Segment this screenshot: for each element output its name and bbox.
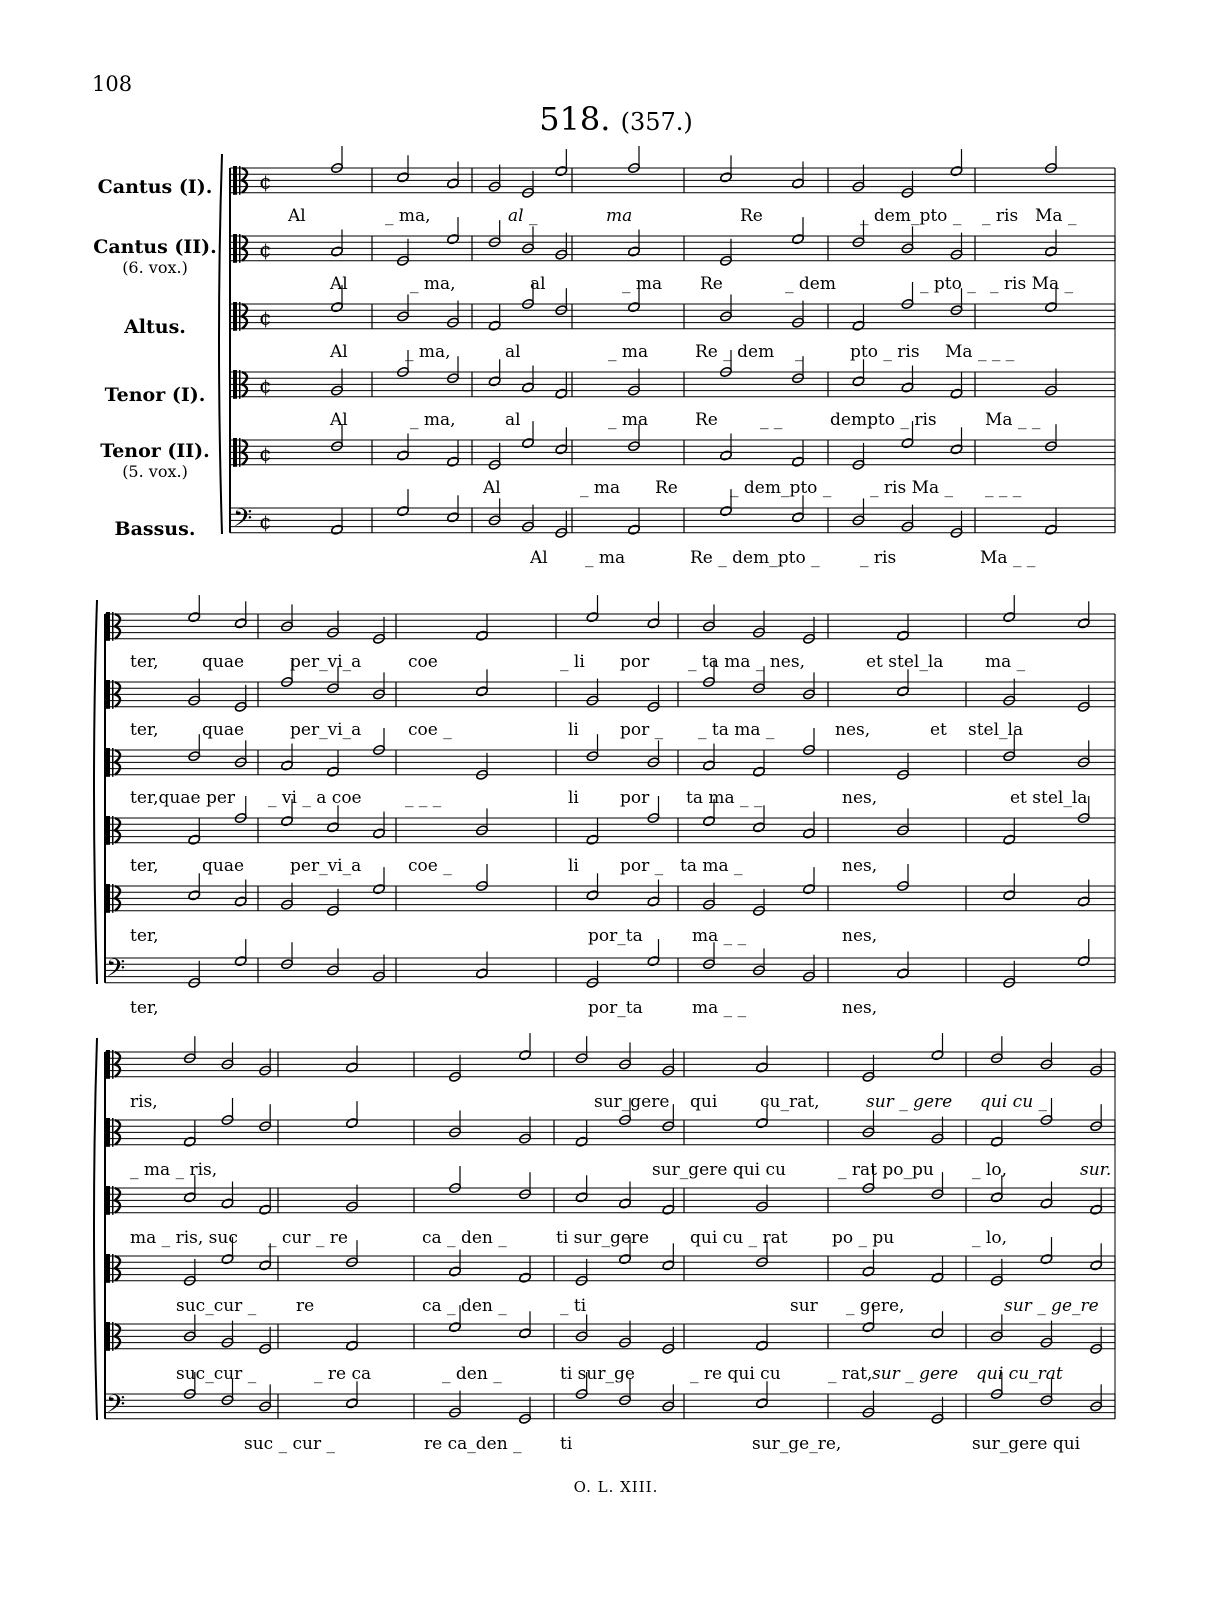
voice-label-altus: Altus. — [124, 316, 186, 338]
lyric-syllable: sur _ gere — [872, 1364, 959, 1384]
lyric-syllable: _ ta ma _ — [698, 720, 775, 740]
lyric-syllable: ma — [606, 206, 633, 226]
lyric-syllable: pto _ ris — [850, 342, 920, 362]
lyric-syllable: _ ma — [608, 410, 649, 430]
lyric-syllable: cu_rat, — [760, 1092, 820, 1112]
cut-time-icon: ¢ — [259, 237, 272, 262]
lyric-syllable: nes, — [842, 788, 878, 808]
lyric-syllable: _ ma — [580, 478, 621, 498]
lyric-syllable: li — [568, 856, 579, 876]
c-clef-icon — [106, 1050, 110, 1079]
piece-number: 518. — [539, 100, 611, 138]
lyric-syllable: al — [530, 274, 546, 294]
lyric-syllable: _ pto _ — [920, 274, 976, 294]
c-clef-icon — [106, 680, 110, 709]
lyric-syllable: _ rat, — [828, 1364, 873, 1384]
lyric-syllable: sur _ ge_re — [1004, 1296, 1099, 1316]
lyric-syllable: _ ma — [585, 548, 626, 568]
lyric-syllable: sur _ gere — [866, 1092, 953, 1112]
lyric-syllable: stel_la — [968, 720, 1024, 740]
lyric-syllable: Re — [695, 410, 718, 430]
lyric-syllable: Ma _ _ — [980, 548, 1036, 568]
lyric-syllable: per_vi_a — [290, 856, 362, 876]
lyric-syllable: Re _ dem_pto _ — [690, 548, 820, 568]
lyric-syllable: _ lo, — [972, 1160, 1007, 1180]
lyric-syllable: ta ma _ — [680, 856, 743, 876]
lyric-syllable: por — [620, 788, 650, 808]
voice-label-cantus-2: Cantus (II). (6. vox.) — [93, 236, 217, 277]
lyric-syllable: quae — [202, 652, 245, 672]
lyric-syllable: suc_cur _ — [176, 1364, 257, 1384]
lyric-syllable: _ _ _ — [405, 788, 442, 808]
lyric-syllable: suc _ cur _ — [244, 1434, 336, 1454]
lyric-syllable: _ ma — [608, 342, 649, 362]
lyric-syllable: _ ti — [560, 1296, 587, 1316]
lyric-syllable: _ cur _ re — [268, 1228, 348, 1248]
c-clef-icon — [233, 370, 237, 399]
lyric-syllable: _ _ — [760, 410, 783, 430]
piece-alt-number: (357.) — [620, 108, 693, 136]
c-clef-icon — [106, 748, 110, 777]
lyric-syllable: ti — [560, 1434, 573, 1454]
lyric-syllable: _ rat po_pu — [838, 1160, 934, 1180]
lyric-syllable: _ ma, — [410, 274, 456, 294]
lyric-syllable: coe _ — [408, 720, 452, 740]
lyric-syllable: nes, — [842, 998, 878, 1018]
lyric-syllable: _ — [795, 342, 804, 362]
lyric-syllable: Al — [330, 410, 348, 430]
lyric-syllable: per_vi_a — [290, 720, 362, 740]
lyric-syllable: _ re ca — [314, 1364, 372, 1384]
c-clef-icon — [106, 1322, 110, 1351]
lyric-syllable: et stel_la — [1010, 788, 1088, 808]
lyric-syllable: _ ris Ma _ — [990, 274, 1074, 294]
lyric-syllable: al — [505, 410, 521, 430]
lyric-syllable: Ma _ _ _ — [945, 342, 1015, 362]
lyric-syllable: _ dem_pto _ — [730, 478, 832, 498]
lyric-syllable: et — [930, 720, 947, 740]
c-clef-icon — [106, 612, 110, 641]
lyric-syllable: sur — [790, 1296, 818, 1316]
voice-label-tenor-2: Tenor (II). (5. vox.) — [100, 440, 210, 481]
lyric-syllable: por_ta — [588, 926, 643, 946]
lyric-syllable: ta ma _ _ — [686, 788, 763, 808]
lyric-syllable: ter, — [130, 998, 159, 1018]
lyric-syllable: _ ma _ ris, — [130, 1160, 218, 1180]
lyric-syllable: _ ma — [622, 274, 663, 294]
lyric-syllable: li — [568, 720, 579, 740]
lyric-syllable: nes, — [842, 856, 878, 876]
lyric-syllable: Ma _ — [1035, 206, 1077, 226]
lyric-syllable: ca _ den _ — [422, 1296, 507, 1316]
c-clef-icon — [233, 302, 237, 331]
lyric-syllable: ma _ _ — [692, 926, 747, 946]
lyric-syllable: por_ta — [588, 998, 643, 1018]
lyric-syllable: por — [620, 652, 650, 672]
lyric-syllable: _ ma, — [405, 342, 451, 362]
lyric-syllable: _ gere, — [846, 1296, 905, 1316]
lyric-syllable: qui cu_rat — [976, 1364, 1063, 1384]
lyric-syllable: qui — [690, 1092, 718, 1112]
lyric-syllable: Re — [700, 274, 723, 294]
lyric-syllable: Al — [483, 478, 501, 498]
c-clef-icon — [233, 234, 237, 263]
lyric-syllable: _ ris — [860, 548, 897, 568]
c-clef-icon — [106, 1118, 110, 1147]
bass-clef-icon: 𝄢 — [233, 503, 253, 539]
cut-time-icon: ¢ — [259, 373, 272, 398]
lyric-syllable: _ ris — [982, 206, 1019, 226]
lyric-syllable: qui cu _ — [980, 1092, 1048, 1112]
c-clef-icon — [233, 166, 237, 195]
voice-label-cantus-1: Cantus (I). — [97, 176, 213, 198]
cut-time-icon: ¢ — [259, 441, 272, 466]
footer-signature: O. L. XIII. — [573, 1478, 659, 1496]
lyric-syllable: re — [296, 1296, 315, 1316]
lyric-syllable: ris, — [130, 1092, 158, 1112]
lyric-syllable: al _ — [508, 206, 538, 226]
lyric-syllable: _ ma, — [410, 410, 456, 430]
lyric-syllable: Al — [330, 274, 348, 294]
lyric-syllable: Re — [655, 478, 678, 498]
lyric-syllable: qui cu _ rat — [690, 1228, 788, 1248]
lyric-syllable: sur_ge_re, — [752, 1434, 842, 1454]
lyric-syllable: _ ta ma _ nes, — [688, 652, 805, 672]
bass-clef-icon: 𝄢 — [106, 1389, 126, 1425]
lyric-syllable: sur_gere qui — [972, 1434, 1081, 1454]
voice-label-bassus: Bassus. — [114, 518, 196, 540]
lyric-syllable: _ li — [560, 652, 585, 672]
lyric-syllable: ter, — [130, 856, 159, 876]
lyric-syllable: por _ — [620, 856, 664, 876]
c-clef-icon — [106, 1254, 110, 1283]
lyric-syllable: _ re qui cu — [690, 1364, 781, 1384]
lyric-syllable: sur. — [1080, 1160, 1112, 1180]
lyric-syllable: po _ pu — [832, 1228, 895, 1248]
lyric-syllable: _ _ _ — [985, 478, 1022, 498]
voice-label-tenor-1: Tenor (I). — [104, 384, 206, 406]
lyric-syllable: por _ — [620, 720, 664, 740]
system-2-brace — [94, 600, 97, 984]
lyric-syllable: ma _ — [985, 652, 1026, 672]
lyric-syllable: _ den _ — [442, 1364, 502, 1384]
lyric-syllable: nes, — [835, 720, 871, 740]
lyric-syllable: quae — [202, 720, 245, 740]
lyric-syllable: ca _ den _ — [422, 1228, 507, 1248]
lyric-syllable: _ dem — [785, 274, 836, 294]
lyric-syllable: ter, — [130, 652, 159, 672]
lyric-syllable: _ dem_pto _ — [860, 206, 962, 226]
lyric-syllable: quae — [202, 856, 245, 876]
lyric-syllable: ter,quae per — [130, 788, 236, 808]
lyric-syllable: nes, — [842, 926, 878, 946]
cut-time-icon: ¢ — [259, 509, 272, 534]
c-clef-icon — [233, 438, 237, 467]
lyric-syllable: ti sur_ge — [560, 1364, 635, 1384]
lyric-syllable: ma _ ris, suc — [130, 1228, 238, 1248]
page-number: 108 — [92, 72, 133, 96]
lyric-syllable: sur_gere qui cu — [652, 1160, 786, 1180]
lyric-syllable: Al — [288, 206, 306, 226]
lyric-syllable: li — [568, 788, 579, 808]
system-3-brace — [94, 1038, 97, 1420]
lyric-syllable: al — [505, 342, 521, 362]
lyric-syllable: et stel_la — [866, 652, 944, 672]
lyric-syllable: _ ris Ma _ — [870, 478, 954, 498]
lyric-syllable: sur_gere — [594, 1092, 670, 1112]
lyric-syllable: suc_cur _ — [176, 1296, 257, 1316]
lyric-syllable: _ vi _ a coe — [268, 788, 362, 808]
cut-time-icon: ¢ — [259, 169, 272, 194]
system-1-brace — [219, 154, 222, 534]
lyric-syllable: coe — [408, 652, 438, 672]
lyric-syllable: Al — [330, 342, 348, 362]
c-clef-icon — [106, 1186, 110, 1215]
cut-time-icon: ¢ — [259, 305, 272, 330]
lyric-syllable: ter, — [130, 720, 159, 740]
lyric-syllable: coe _ — [408, 856, 452, 876]
c-clef-icon — [106, 884, 110, 913]
c-clef-icon — [106, 816, 110, 845]
lyric-syllable: ter, — [130, 926, 159, 946]
lyric-syllable: Re _ dem — [695, 342, 775, 362]
lyric-syllable: Ma _ _ — [985, 410, 1041, 430]
lyric-syllable: Al — [530, 548, 548, 568]
lyric-syllable: ti sur_gere — [556, 1228, 650, 1248]
lyric-syllable: re ca_den _ — [424, 1434, 522, 1454]
lyric-syllable: per_vi_a — [290, 652, 362, 672]
lyric-syllable: ma _ _ — [692, 998, 747, 1018]
lyric-syllable: Re — [740, 206, 763, 226]
bass-clef-icon: 𝄢 — [106, 953, 126, 989]
lyric-syllable: _ ma, — [385, 206, 431, 226]
lyric-syllable: _ lo, — [972, 1228, 1007, 1248]
lyric-syllable: dempto _ ris — [830, 410, 937, 430]
